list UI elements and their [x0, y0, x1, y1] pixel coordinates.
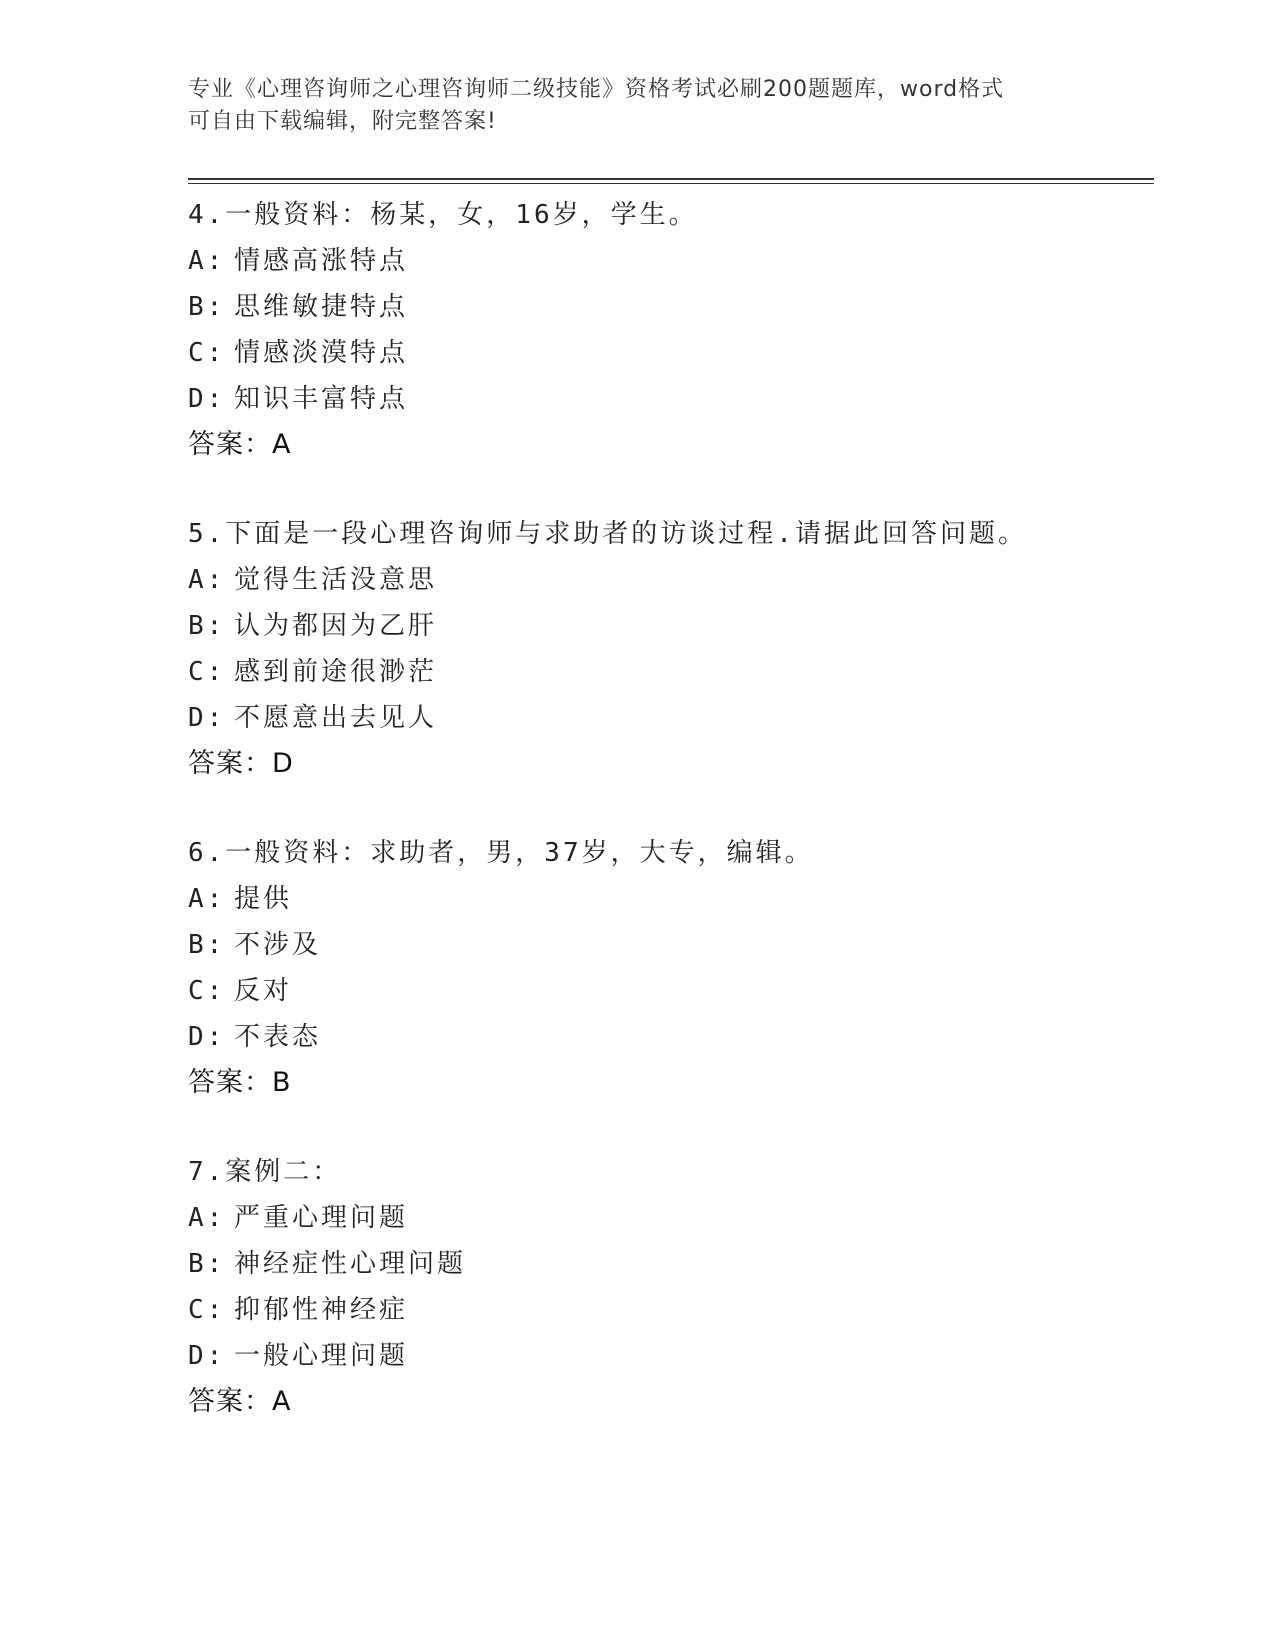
option-d	[188, 1333, 1148, 1379]
option-text: 情感淡漠特点	[234, 338, 409, 368]
option-text: 不愿意出去见人	[234, 703, 438, 733]
answer: 答案：A	[188, 429, 292, 460]
option-c	[188, 968, 1148, 1014]
option-text: 知识丰富特点	[234, 384, 409, 414]
option-text: 反对	[234, 976, 293, 1006]
question-5	[188, 511, 1148, 787]
option-label: A:	[188, 884, 226, 914]
option-text: 神经症性心理问题	[234, 1249, 467, 1279]
option-label: B:	[188, 292, 226, 322]
option-text: 认为都因为乙肝	[234, 611, 438, 641]
option-b	[188, 284, 1148, 330]
header-title-line-1: 专业《心理咨询师之心理咨询师二级技能》资格考试必刷200题题库，word格式	[188, 77, 1005, 102]
option-c	[188, 1287, 1148, 1333]
header-divider	[188, 178, 1154, 180]
option-label: D:	[188, 1341, 226, 1371]
option-label: C:	[188, 976, 226, 1006]
option-c	[188, 330, 1148, 376]
option-label: C:	[188, 1295, 226, 1325]
option-text: 觉得生活没意思	[234, 565, 438, 595]
question-7	[188, 1149, 1148, 1425]
option-label: D:	[188, 1022, 226, 1052]
option-b	[188, 1241, 1148, 1287]
option-text: 不涉及	[234, 930, 322, 960]
option-label: C:	[188, 338, 226, 368]
option-label: B:	[188, 930, 226, 960]
option-text: 抑郁性神经症	[234, 1295, 409, 1325]
question-stem: 4.一般资料：杨某，女，16岁，学生。	[188, 200, 698, 230]
question-stem: 7.案例二：	[188, 1157, 342, 1187]
option-label: B:	[188, 1249, 226, 1279]
option-label: D:	[188, 384, 226, 414]
option-b	[188, 922, 1148, 968]
option-text: 思维敏捷特点	[234, 292, 409, 322]
option-a	[188, 876, 1148, 922]
answer: 答案：A	[188, 1386, 292, 1417]
question-stem: 5.下面是一段心理咨询师与求助者的访谈过程.请据此回答问题。	[188, 519, 1027, 549]
option-d	[188, 376, 1148, 422]
question-list	[188, 192, 1148, 1468]
option-d	[188, 695, 1148, 741]
option-label: D:	[188, 703, 226, 733]
document-header	[188, 74, 1088, 138]
option-c	[188, 649, 1148, 695]
option-a	[188, 557, 1148, 603]
question-4	[188, 192, 1148, 468]
option-text: 提供	[234, 884, 293, 914]
header-title-line-2: 可自由下载编辑，附完整答案!	[188, 109, 497, 134]
option-d	[188, 1014, 1148, 1060]
option-text: 感到前途很渺茫	[234, 657, 438, 687]
option-b	[188, 603, 1148, 649]
option-text: 一般心理问题	[234, 1341, 409, 1371]
option-a	[188, 238, 1148, 284]
option-text: 不表态	[234, 1022, 322, 1052]
answer: 答案：B	[188, 1067, 292, 1098]
option-text: 严重心理问题	[234, 1203, 409, 1233]
option-label: A:	[188, 1203, 226, 1233]
question-6	[188, 830, 1148, 1106]
answer: 答案：D	[188, 748, 294, 779]
option-label: C:	[188, 657, 226, 687]
option-label: A:	[188, 565, 226, 595]
option-label: B:	[188, 611, 226, 641]
option-text: 情感高涨特点	[234, 246, 409, 276]
option-a	[188, 1195, 1148, 1241]
option-label: A:	[188, 246, 226, 276]
question-stem: 6.一般资料：求助者，男，37岁，大专，编辑。	[188, 838, 814, 868]
